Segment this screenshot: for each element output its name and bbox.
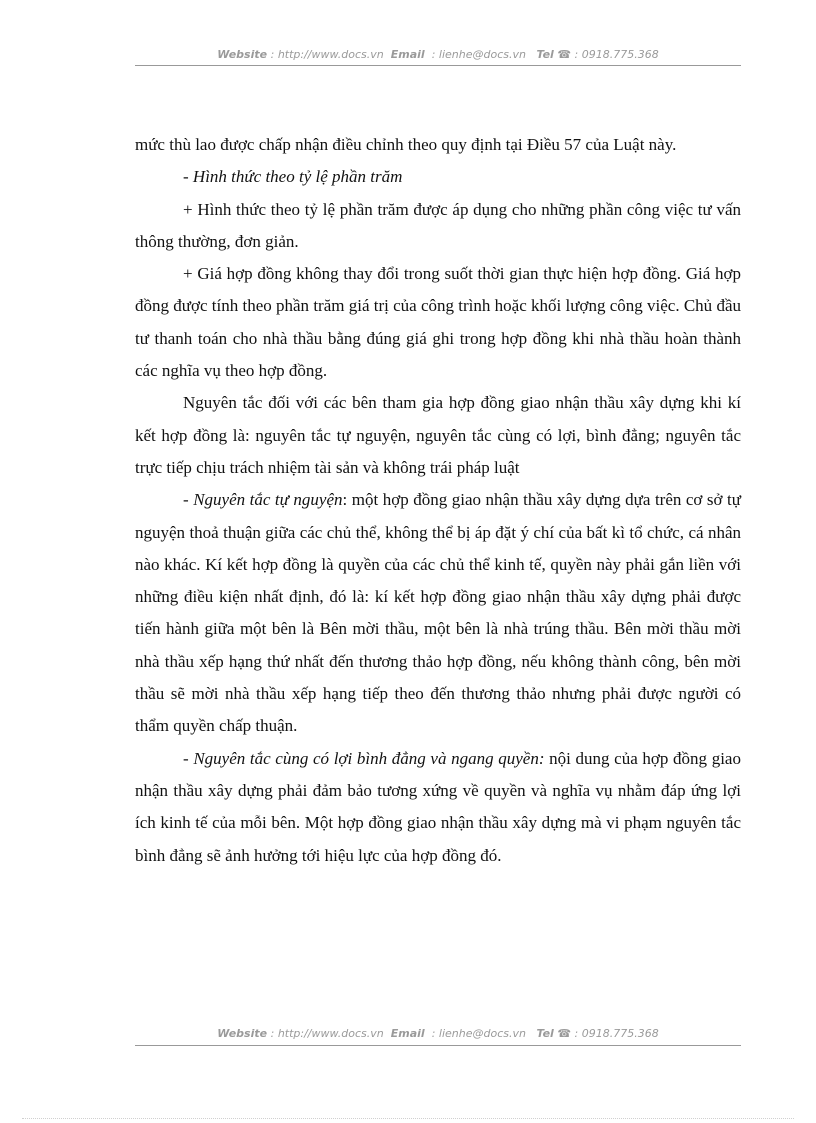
tel-label: Tel (536, 1027, 554, 1040)
separator: : (267, 1027, 278, 1040)
italic-term: Nguyên tắc cùng có lợi bình đẳng và ngang quyền: (193, 748, 545, 768)
page-edge-divider (22, 1118, 794, 1119)
website-url[interactable]: http://www.docs.vn (277, 1027, 384, 1040)
phone-icon: ☎ (557, 1027, 572, 1040)
paragraph: + Hình thức theo tỷ lệ phần trăm được áp dụng cho những phần công việc tư vấn thông thường, đơn giản. (135, 199, 741, 251)
email-value[interactable]: lienhe@docs.vn (438, 1027, 526, 1040)
tel-value: 0918.775.368 (581, 48, 659, 61)
paragraph-text: : một hợp đồng giao nhận thầu xây dựng dựa trên cơ sở tự nguyện thoả thuận giữa các chủ thể, không thể bị áp đặt ý chí của bất kì tổ chức, cá nhân nào khác. Kí kết hợp đồng là quyền của các chủ thể kinh tế, quyền này phải gắn liền với những điều kiện nhất định, đó là: kí kết hợp đồng giao nhận thầu xây dựng phải được tiến hành giữa một bên là Bên mời thầu, một bên là nhà trúng thầu. Bên mời thầu mời nhà thầu xếp hạng thứ nhất đến thương thảo hợp đồng, nếu không thành công, bên mời thầu sẽ mời nhà thầu xếp hạng tiếp theo đến thương thảo nhưng phải được người có thẩm quyền chấp thuận. (135, 490, 741, 736)
dash: - (183, 167, 193, 187)
paragraph: + Giá hợp đồng không thay đổi trong suốt thời gian thực hiện hợp đồng. Giá hợp đồng được tính theo phần trăm giá trị của công trình hoặc khối lượng công việc. Chủ đầu tư thanh toán cho nhà thầu bằng đúng giá ghi trong hợp đồng khi nhà thầu hoàn thành các nghĩa vụ theo hợp đồng. (135, 264, 741, 381)
document-body (135, 129, 741, 872)
email-label: Email (390, 48, 425, 61)
page-header (135, 48, 741, 61)
email-value[interactable]: lienhe@docs.vn (438, 48, 526, 61)
header-rule (135, 65, 741, 66)
tel-label: Tel (536, 48, 554, 61)
separator: : (428, 1027, 439, 1040)
paragraph: Nguyên tắc đối với các bên tham gia hợp đồng giao nhận thầu xây dựng khi kí kết hợp đồng là: nguyên tắc tự nguyện, nguyên tắc cùng có lợi, bình đẳng; nguyên tắc trực tiếp chịu trách nhiệm tài sản và không trái pháp luật (135, 393, 741, 477)
separator: : (267, 48, 278, 61)
separator: : (571, 1027, 582, 1040)
paragraph (135, 743, 741, 872)
italic-term: Nguyên tắc tự nguyện (193, 490, 343, 510)
website-url[interactable]: http://www.docs.vn (277, 48, 384, 61)
footer-rule (135, 1045, 741, 1046)
paragraph-text: nội dung của hợp đồng giao nhận thầu xây dựng phải đảm bảo tương xứng về quyền và nghĩa vụ nhằm đáp ứng lợi ích kinh tế của mỗi bên. Một hợp đồng giao nhận thầu xây dựng mà vi phạm nguyên tắc bình đẳng sẽ ảnh hưởng tới hiệu lực của hợp đồng đó. (135, 748, 741, 865)
paragraph-heading (135, 161, 741, 193)
dash: - (183, 490, 194, 510)
phone-icon: ☎ (557, 48, 572, 61)
website-label: Website (217, 1027, 268, 1040)
tel-value: 0918.775.368 (581, 1027, 659, 1040)
website-label: Website (217, 48, 268, 61)
paragraph: mức thù lao được chấp nhận điều chỉnh theo quy định tại Điều 57 của Luật này. (135, 135, 677, 154)
separator: : (428, 48, 439, 61)
separator: : (571, 48, 582, 61)
italic-heading: Hình thức theo tỷ lệ phần trăm (192, 167, 403, 187)
email-label: Email (390, 1027, 425, 1040)
paragraph (135, 484, 741, 742)
page-footer (135, 1027, 741, 1040)
dash: - (183, 748, 194, 768)
